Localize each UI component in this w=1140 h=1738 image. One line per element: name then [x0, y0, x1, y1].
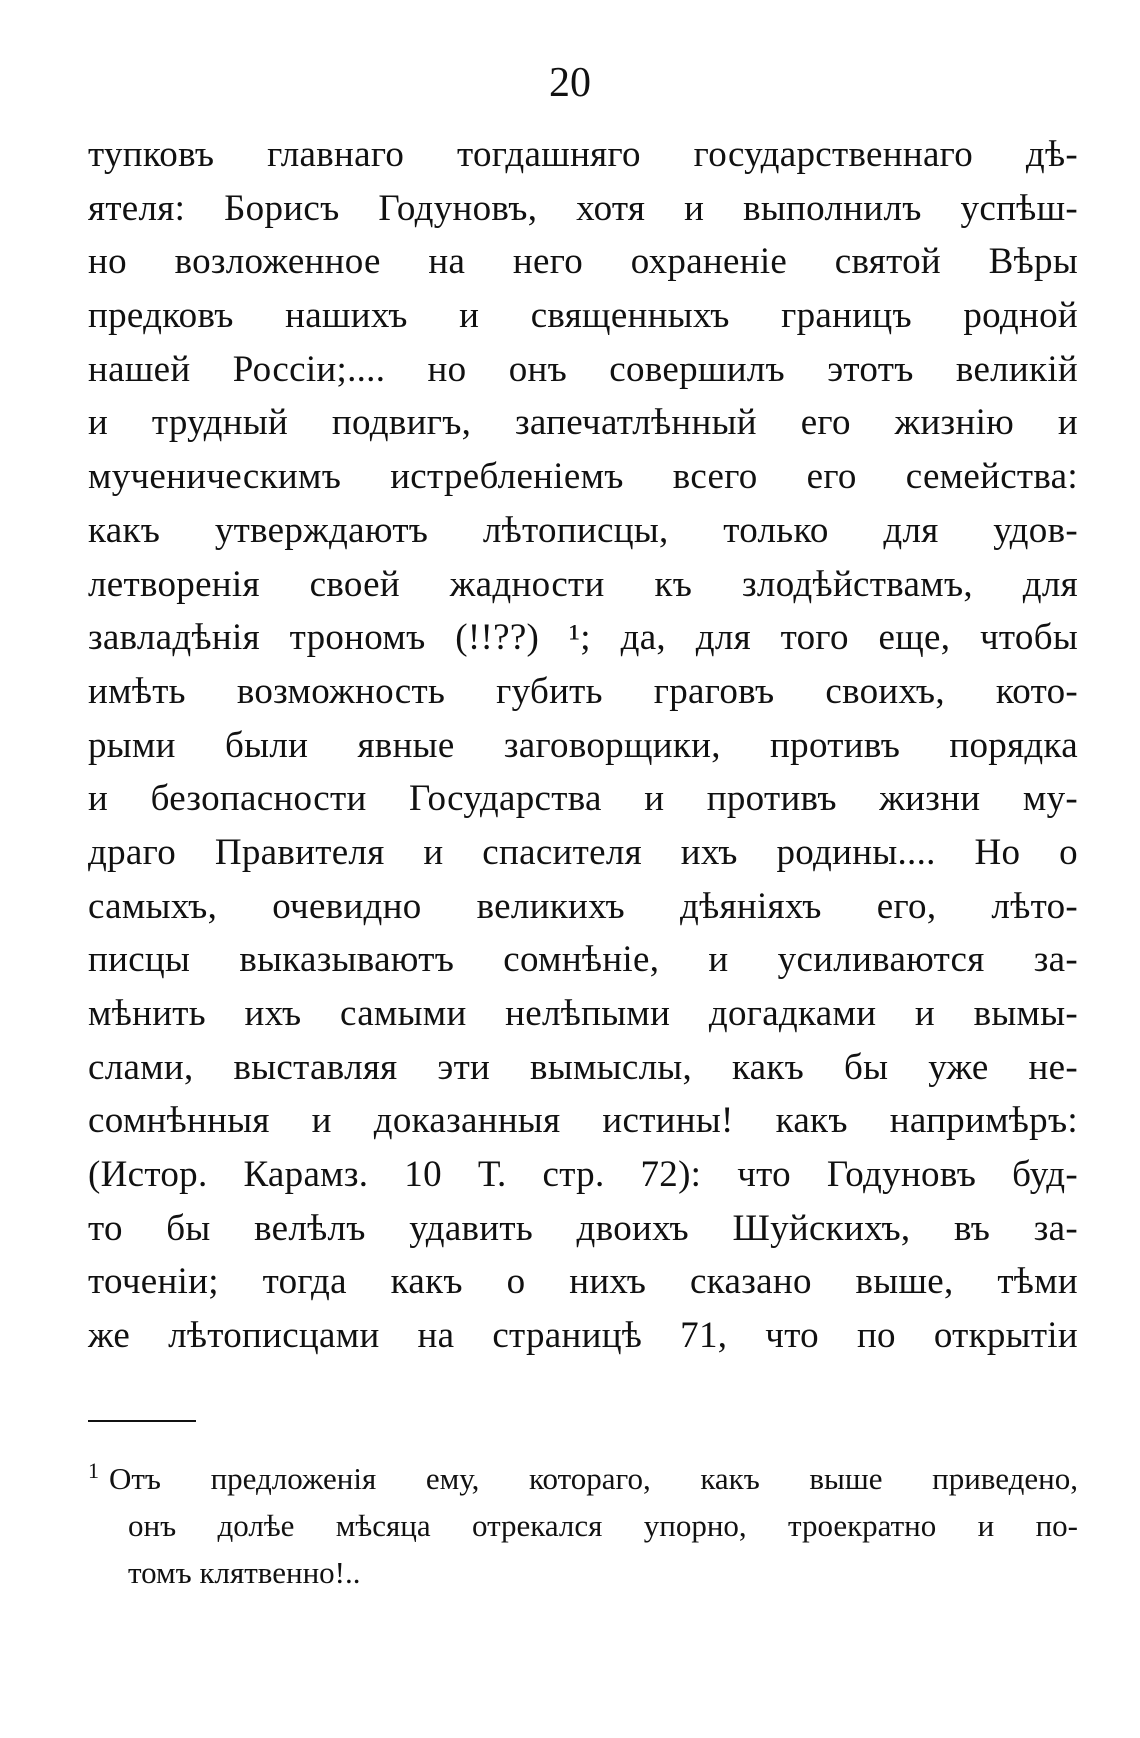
- text-line: но возложенное на него охраненіе святой Вѣры: [88, 241, 1078, 283]
- text-line: и безопасности Государства и противъ жизни му-: [88, 778, 1078, 820]
- text-line: предковъ нашихъ и священныхъ границъ родной: [88, 295, 1078, 337]
- text-line: мѣнить ихъ самыми нелѣпыми догадками и вымы-: [88, 993, 1078, 1034]
- footnote-text: Отъ предложенія ему, котораго, какъ выше приведено,: [109, 1461, 1078, 1496]
- text-line: тупковъ главнаго тогдашняго государственнаго дѣ-: [88, 134, 1078, 175]
- footnote-line: [88, 1455, 1078, 1502]
- text-line: самыхъ, очевидно великихъ дѣяніяхъ его, лѣто-: [88, 885, 1078, 927]
- text-line: и трудный подвигъ, запечатлѣнный его жизнію и: [88, 402, 1078, 444]
- footnote: [88, 1455, 1078, 1596]
- footnote-line: томъ клятвенно!..: [128, 1555, 361, 1590]
- footnote-marker: 1: [88, 1457, 99, 1483]
- footnote-divider: [88, 1420, 196, 1422]
- text-line: (Истор. Карамз. 10 Т. стр. 72): что Годуновъ буд-: [88, 1154, 1078, 1196]
- text-line: сомнѣнныя и доказанныя истины! какъ напримѣръ:: [88, 1100, 1078, 1142]
- text-line: какъ утверждаютъ лѣтописцы, только для удов-: [88, 509, 1078, 551]
- text-line: писцы выказываютъ сомнѣніе, и усиливаются за-: [88, 939, 1078, 981]
- footnote-line: онъ долѣе мѣсяца отрекался упорно, троекратно и по-: [128, 1508, 1078, 1543]
- text-line: же лѣтописцами на страницѣ 71, что по открытіи: [88, 1315, 1078, 1357]
- text-line: нашей Россіи;.... но онъ совершилъ этотъ великій: [88, 348, 1078, 390]
- body-text: [88, 128, 1078, 1363]
- text-line: точеніи; тогда какъ о нихъ сказано выше, тѣми: [88, 1261, 1078, 1303]
- text-line: то бы велѣлъ удавить двоихъ Шуйскихъ, въ за-: [88, 1207, 1078, 1249]
- text-line: рыми были явные заговорщики, противъ порядка: [88, 724, 1078, 766]
- text-line: слами, выставляя эти вымыслы, какъ бы уже не-: [88, 1046, 1078, 1088]
- text-line: летворенія своей жадности къ злодѣйствамъ, для: [88, 563, 1078, 605]
- text-line: мученическимъ истребленіемъ всего его семейства:: [88, 456, 1078, 498]
- text-line: имѣть возможность губить граговъ своихъ, кото-: [88, 670, 1078, 712]
- page-number: 20: [549, 60, 591, 106]
- text-line: завладѣнія трономъ (!!??) ¹; да, для того еще, чтобы: [88, 617, 1078, 659]
- text-line: ятеля: Борисъ Годуновъ, хотя и выполнилъ успѣш-: [88, 187, 1078, 229]
- text-line: драго Правителя и спасителя ихъ родины.... Но о: [88, 831, 1078, 873]
